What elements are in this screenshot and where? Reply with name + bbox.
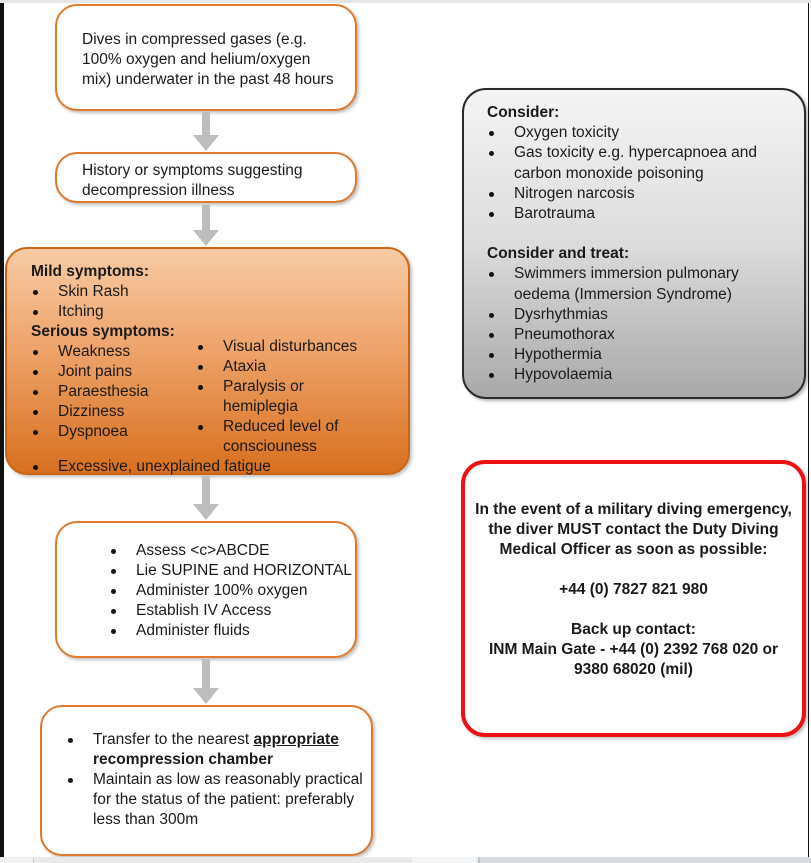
top-border — [0, 0, 811, 3]
list-item: Nitrogen narcosis — [487, 184, 787, 204]
list-item — [66, 730, 371, 770]
differential-diagnosis-box — [462, 88, 806, 399]
emergency-phone: +44 (0) 7827 821 980 — [559, 581, 708, 598]
list-item: Gas toxicity e.g. hypercapnoea and carbon monoxide poisoning — [487, 143, 787, 183]
symptoms-box — [5, 247, 410, 475]
list-item: Swimmers immersion pulmonary oedema (Immersion Syndrome) — [487, 264, 787, 304]
consider-treat-list — [487, 264, 787, 385]
transfer-text: Transfer to the nearest — [93, 731, 254, 748]
list-item: Establish IV Access — [109, 601, 355, 621]
left-window-edge — [0, 3, 4, 858]
transfer-list — [66, 730, 371, 830]
list-item: Dizziness — [31, 402, 196, 422]
serious-symptoms-heading: Serious symptoms: — [31, 323, 175, 340]
right-window-edge — [808, 3, 809, 858]
list-item: Visual disturbances — [196, 337, 376, 357]
status-bar-segment — [478, 857, 811, 863]
status-bar-segment — [0, 858, 34, 863]
serious-symptoms-list-col1 — [31, 342, 196, 457]
list-item: Administer 100% oxygen — [109, 581, 355, 601]
arrow-down-icon — [193, 112, 219, 151]
list-item: Excessive, unexplained fatigue — [31, 457, 408, 477]
list-item: Ataxia — [196, 357, 376, 377]
list-item: Paralysis or hemiplegia — [196, 377, 376, 417]
list-item: Skin Rash — [31, 282, 408, 302]
list-item: Barotrauma — [487, 204, 787, 224]
initial-management-box — [55, 521, 357, 658]
emergency-message: In the event of a military diving emergency, the diver MUST contact the Duty Diving Medical Officer as soon as possible: — [475, 501, 792, 558]
list-item: Dysrhythmias — [487, 305, 787, 325]
consider-heading: Consider: — [487, 104, 560, 121]
mild-symptoms-heading: Mild symptoms: — [31, 263, 149, 280]
arrow-down-icon — [193, 205, 219, 246]
list-item: Hypovolaemia — [487, 365, 787, 385]
list-item: Oxygen toxicity — [487, 123, 787, 143]
step-text-line: History or symptoms suggesting — [82, 162, 303, 179]
management-list — [109, 541, 355, 641]
list-item: Joint pains — [31, 362, 196, 382]
consider-treat-heading: Consider and treat: — [487, 245, 630, 263]
backup-line-2: 9380 68020 (mil) — [574, 661, 693, 678]
consider-list — [487, 123, 787, 224]
arrow-down-icon — [193, 476, 219, 520]
transfer-destination: recompression chamber — [93, 751, 274, 768]
step-text-line: 100% oxygen and helium/oxygen — [82, 51, 311, 68]
list-item: Maintain as low as reasonably practical for the status of the patient: preferably less than 300m — [66, 770, 363, 830]
status-bar-segment — [412, 857, 476, 863]
list-item: Assess <c>ABCDE — [109, 541, 355, 561]
list-item: Itching — [31, 302, 408, 322]
step-text-line: Dives in compressed gases (e.g. — [82, 31, 307, 48]
list-item: Paraesthesia — [31, 382, 196, 402]
list-item: Administer fluids — [109, 621, 355, 641]
list-item: Pneumothorax — [487, 325, 787, 345]
list-item: Lie SUPINE and HORIZONTAL — [109, 561, 355, 581]
list-item: Dyspnoea — [31, 422, 196, 442]
step-text-line: decompression illness — [82, 182, 235, 199]
mild-symptoms-list — [31, 282, 408, 322]
transfer-box — [40, 705, 373, 856]
serious-symptoms-list-full — [31, 457, 408, 477]
step-text-line: mix) underwater in the past 48 hours — [82, 71, 334, 88]
step-dive-history — [55, 4, 357, 111]
backup-heading: Back up contact: — [571, 621, 696, 638]
arrow-down-icon — [193, 659, 219, 704]
serious-symptoms-list-col2 — [196, 337, 376, 457]
list-item: Hypothermia — [487, 345, 787, 365]
bottom-status-bar — [0, 857, 811, 863]
backup-line-1: INM Main Gate - +44 (0) 2392 768 020 or — [488, 641, 779, 658]
step-dci-suspicion — [55, 152, 357, 203]
transfer-emphasis: appropriate — [253, 731, 339, 748]
emergency-contact-box — [461, 460, 806, 737]
list-item: Reduced level of consciouness — [196, 417, 376, 457]
list-item: Weakness — [31, 342, 196, 362]
